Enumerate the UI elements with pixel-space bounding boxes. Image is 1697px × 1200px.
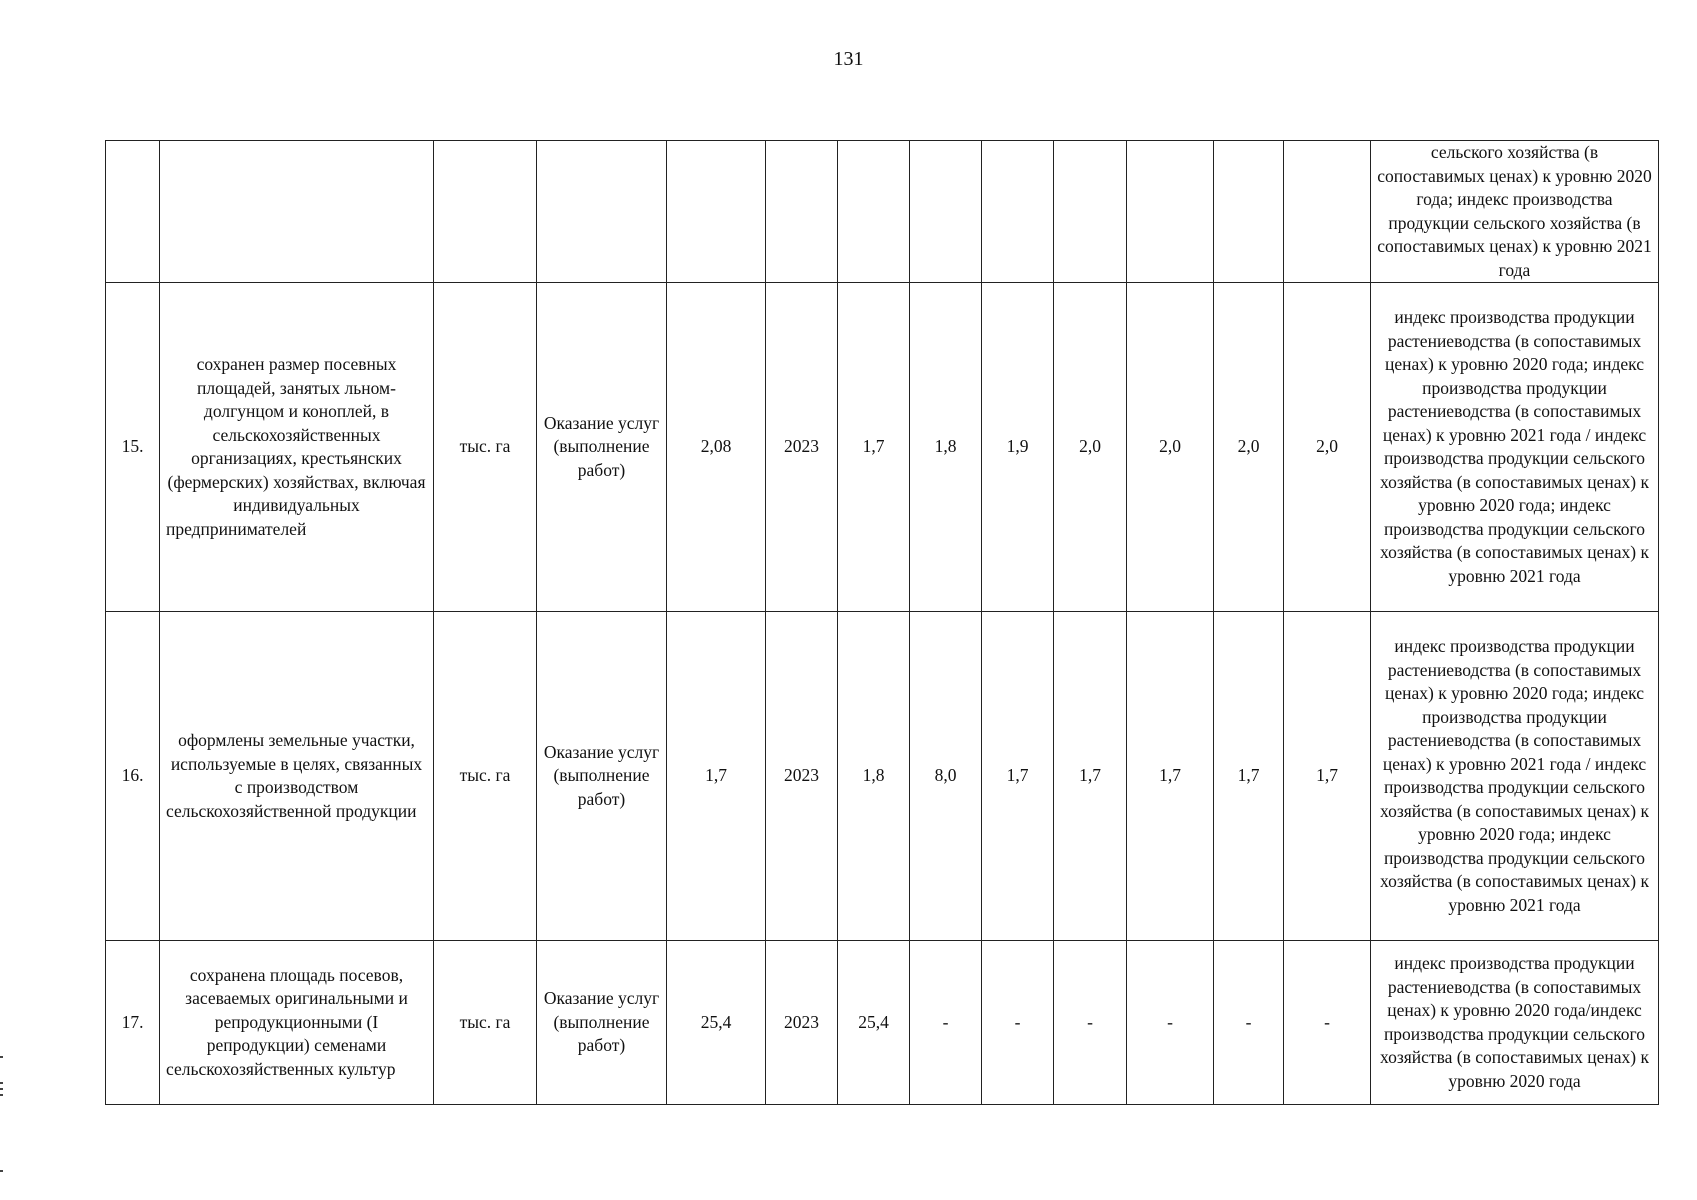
row-number-cell	[106, 141, 160, 283]
scan-edge-marks	[0, 1050, 3, 1180]
row-number-cell: 17.	[106, 941, 160, 1105]
value-cell: 1,8	[910, 283, 982, 612]
service-type-cell: Оказание услуг (выполнение работ)	[537, 283, 667, 612]
service-type-cell: Оказание услуг (выполнение работ)	[537, 612, 667, 941]
table-row	[106, 141, 1659, 283]
value-cell: 1,9	[982, 283, 1054, 612]
base-year-cell: 2023	[766, 283, 838, 612]
base-value-cell: 1,7	[667, 612, 766, 941]
base-year-cell	[766, 141, 838, 283]
value-cell: -	[1127, 941, 1214, 1105]
value-cell	[982, 141, 1054, 283]
row-number-cell: 16.	[106, 612, 160, 941]
value-cell: 25,4	[838, 941, 910, 1105]
description-cell: сохранен размер посевных площадей, занятых льном-долгунцом и коноплей, в сельскохозяйственных организациях, крестьянских (фермерских) хозяйствах, включая индивидуальных предпринимателей	[160, 283, 434, 612]
results-table	[105, 140, 1659, 1105]
value-cell	[1054, 141, 1127, 283]
value-cell: 1,7	[1127, 612, 1214, 941]
unit-cell: тыс. га	[434, 612, 537, 941]
base-value-cell	[667, 141, 766, 283]
value-cell	[1127, 141, 1214, 283]
table-row	[106, 283, 1659, 612]
base-year-cell: 2023	[766, 941, 838, 1105]
value-cell: -	[910, 941, 982, 1105]
value-cell: 2,0	[1054, 283, 1127, 612]
value-cell	[1214, 141, 1284, 283]
indicator-cell: сельского хозяйства (в сопоставимых ценах) к уровню 2020 года; индекс производства продукции сельского хозяйства (в сопоставимых ценах) к уровню 2021 года	[1371, 141, 1659, 283]
value-cell: 1,7	[982, 612, 1054, 941]
value-cell	[1284, 141, 1371, 283]
table-row	[106, 612, 1659, 941]
value-cell: -	[1054, 941, 1127, 1105]
value-cell: -	[1214, 941, 1284, 1105]
description-cell	[160, 141, 434, 283]
value-cell: 1,7	[838, 283, 910, 612]
base-value-cell: 2,08	[667, 283, 766, 612]
service-type-cell	[537, 141, 667, 283]
unit-cell: тыс. га	[434, 941, 537, 1105]
page-number: 131	[833, 48, 864, 70]
value-cell	[838, 141, 910, 283]
unit-cell: тыс. га	[434, 283, 537, 612]
table-row	[106, 941, 1659, 1105]
value-cell: 2,0	[1127, 283, 1214, 612]
value-cell: 8,0	[910, 612, 982, 941]
service-type-cell: Оказание услуг (выполнение работ)	[537, 941, 667, 1105]
value-cell: 1,7	[1054, 612, 1127, 941]
description-cell: сохранена площадь посевов, засеваемых оригинальными и репродукционными (I репродукции) семенами сельскохозяйственных культур	[160, 941, 434, 1105]
indicator-cell: индекс производства продукции растениеводства (в сопоставимых ценах) к уровню 2020 года/индекс производства продукции сельского хозяйства (в сопоставимых ценах) к уровню 2020 года	[1371, 941, 1659, 1105]
value-cell: 1,7	[1284, 612, 1371, 941]
unit-cell	[434, 141, 537, 283]
value-cell: -	[1284, 941, 1371, 1105]
row-number-cell: 15.	[106, 283, 160, 612]
description-cell: оформлены земельные участки, используемые в целях, связанных с производством сельскохозяйственной продукции	[160, 612, 434, 941]
value-cell: 1,7	[1214, 612, 1284, 941]
value-cell: 1,8	[838, 612, 910, 941]
indicator-cell: индекс производства продукции растениеводства (в сопоставимых ценах) к уровню 2020 года; индекс производства продукции растениеводства (в сопоставимых ценах) к уровню 2021 года / индекс производства продукции сельского хозяйства (в сопоставимых ценах) к уровню 2020 года; индекс производства продукции сельского хозяйства (в сопоставимых ценах) к уровню 2021 года	[1371, 612, 1659, 941]
value-cell: 2,0	[1214, 283, 1284, 612]
base-year-cell: 2023	[766, 612, 838, 941]
value-cell: -	[982, 941, 1054, 1105]
base-value-cell: 25,4	[667, 941, 766, 1105]
value-cell	[910, 141, 982, 283]
indicator-cell: индекс производства продукции растениеводства (в сопоставимых ценах) к уровню 2020 года; индекс производства продукции растениеводства (в сопоставимых ценах) к уровню 2021 года / индекс производства продукции сельского хозяйства (в сопоставимых ценах) к уровню 2020 года; индекс производства продукции сельского хозяйства (в сопоставимых ценах) к уровню 2021 года	[1371, 283, 1659, 612]
value-cell: 2,0	[1284, 283, 1371, 612]
